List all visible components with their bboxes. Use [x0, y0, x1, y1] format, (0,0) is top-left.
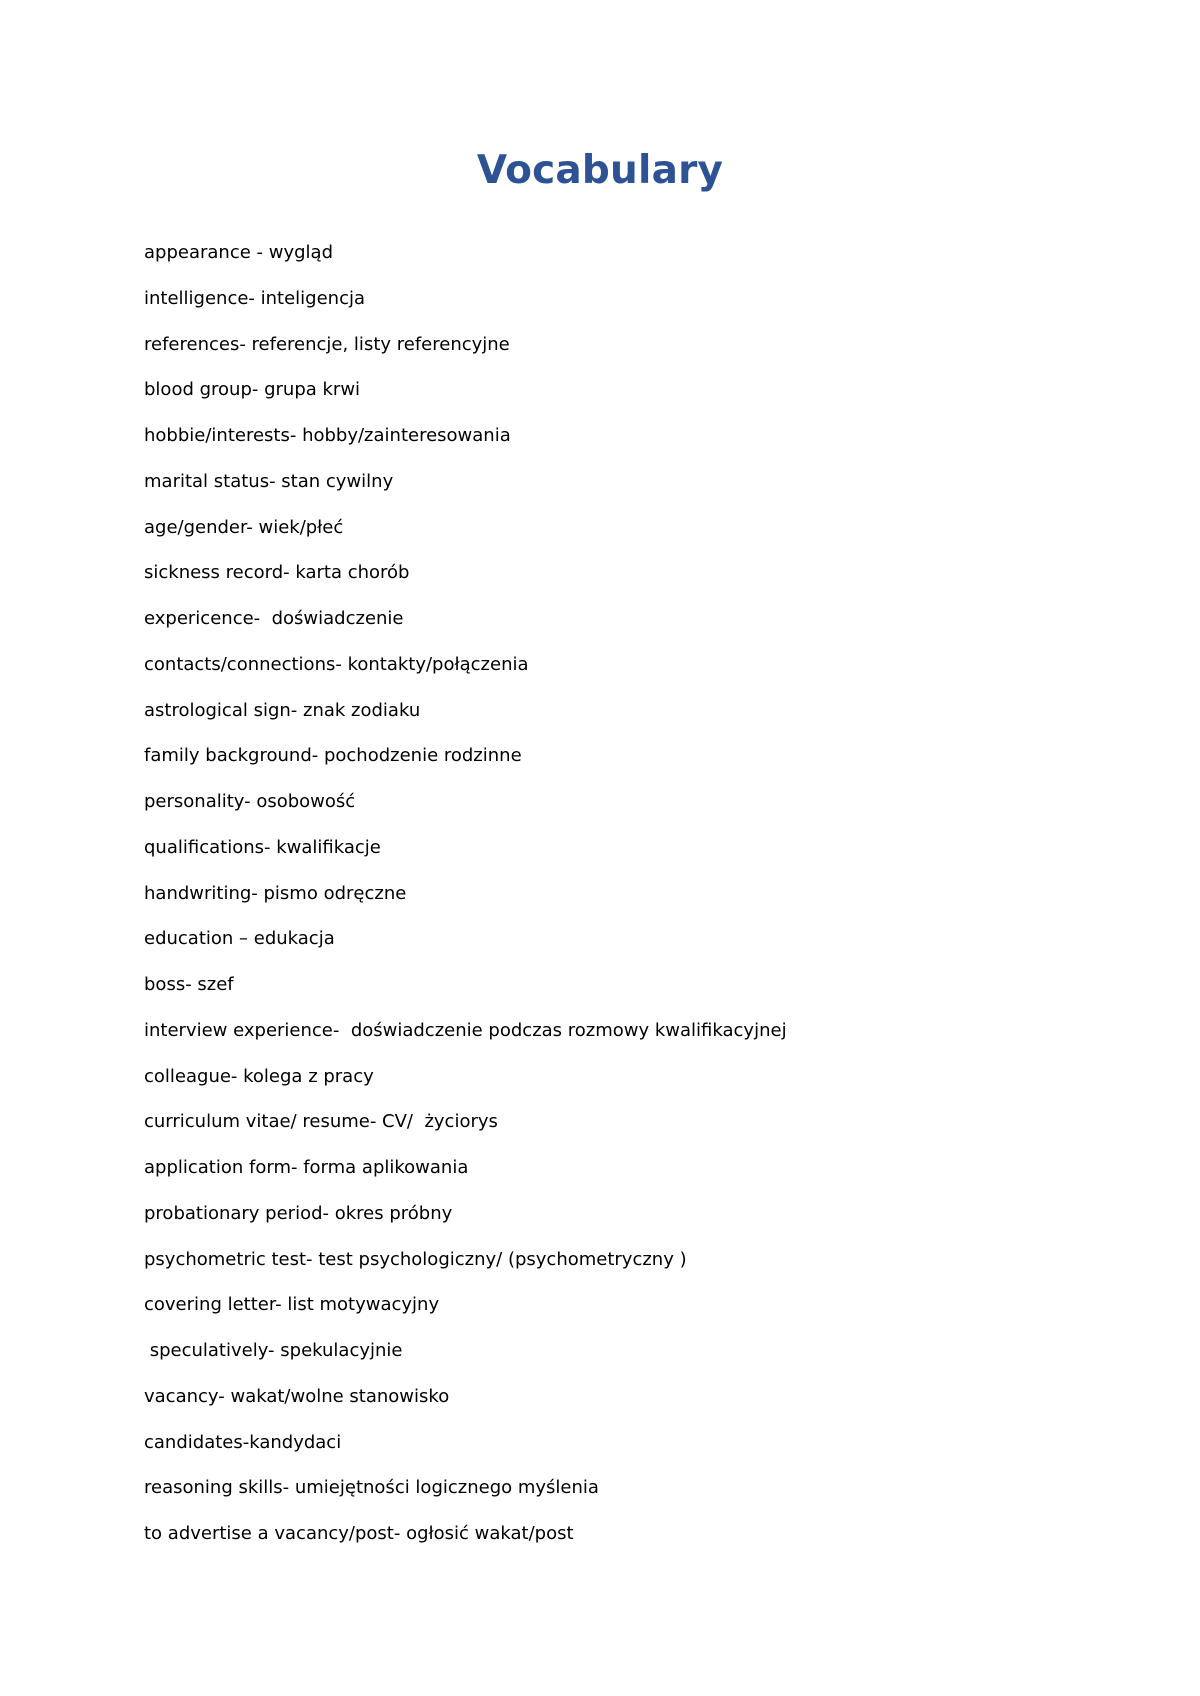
vocabulary-entry: interview experience- doświadczenie podczas rozmowy kwalifikacyjnej: [144, 1019, 787, 1041]
vocabulary-entry: to advertise a vacancy/post- ogłosić wakat/post: [144, 1523, 574, 1544]
vocabulary-entry: references- referencje, listy referencyjne: [144, 333, 510, 355]
vocabulary-entry: qualifications- kwalifikacje: [144, 836, 381, 858]
vocabulary-entry: sickness record- karta chorób: [144, 562, 410, 584]
vocabulary-entry: age/gender- wiek/płeć: [144, 516, 344, 538]
vocabulary-entry: expericence- doświadczenie: [144, 608, 404, 629]
vocabulary-entry: psychometric test- test psychologiczny/ (psychometryczny ): [144, 1248, 687, 1270]
vocabulary-entry: covering letter- list motywacyjny: [144, 1294, 440, 1316]
vocabulary-entry: marital status- stan cywilny: [144, 470, 394, 492]
vocabulary-entry: appearance - wygląd: [144, 242, 333, 263]
vocabulary-entry: speculatively- spekulacyjnie: [144, 1340, 403, 1361]
vocabulary-list: [144, 240, 1104, 1567]
vocabulary-entry: astrological sign- znak zodiaku: [144, 699, 421, 721]
vocabulary-entry: intelligence- inteligencja: [144, 287, 366, 309]
document-title: Vocabulary: [476, 148, 724, 193]
vocabulary-entry: contacts/connections- kontakty/połączenia: [144, 653, 529, 675]
vocabulary-entry: probationary period- okres próbny: [144, 1202, 453, 1224]
vocabulary-entry: reasoning skills- umiejętności logicznego myślenia: [144, 1477, 599, 1499]
vocabulary-entry: vacancy- wakat/wolne stanowisko: [144, 1385, 450, 1407]
vocabulary-entry: candidates-kandydaci: [144, 1431, 342, 1453]
vocabulary-entry: blood group- grupa krwi: [144, 379, 361, 401]
vocabulary-entry: education – edukacja: [144, 928, 335, 950]
vocabulary-entry: boss- szef: [144, 974, 234, 995]
vocabulary-entry: curriculum vitae/ resume- CV/ życiorys: [144, 1111, 498, 1133]
vocabulary-entry: application form- forma aplikowania: [144, 1157, 469, 1178]
vocabulary-entry: family background- pochodzenie rodzinne: [144, 745, 522, 767]
vocabulary-entry: hobbie/interests- hobby/zainteresowania: [144, 425, 511, 446]
vocabulary-entry: colleague- kolega z pracy: [144, 1065, 374, 1087]
vocabulary-entry: handwriting- pismo odręczne: [144, 882, 407, 904]
vocabulary-entry: personality- osobowość: [144, 791, 356, 812]
